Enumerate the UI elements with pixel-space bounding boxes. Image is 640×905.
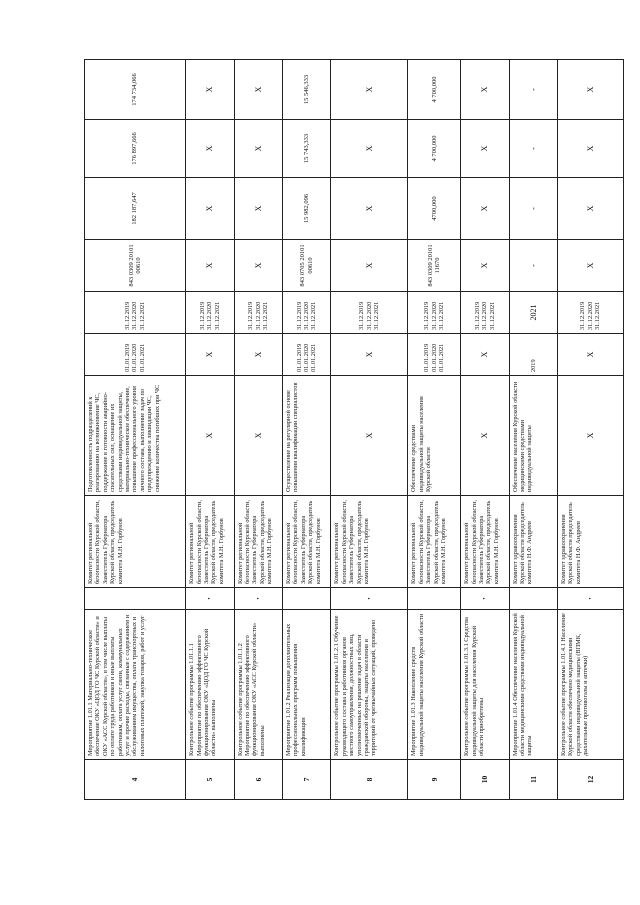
end-date: 31.12.2021 <box>373 301 381 330</box>
row-number: 7 <box>282 760 330 800</box>
start-dates <box>85 334 186 376</box>
start-date: 01.01.2020 <box>302 343 310 372</box>
amount-2021: Х <box>461 60 509 120</box>
expected-result: Обеспечение населения Курской области медицинскими средствами индивидуальной защиты <box>509 376 557 496</box>
amount-2019: Х <box>186 178 234 240</box>
end-date: 2021 <box>528 304 538 321</box>
amount-2020: Х <box>331 120 408 178</box>
control-mark <box>85 588 186 610</box>
end-date: 31.12.2020 <box>131 301 139 330</box>
event-name: Контрольное событие программы 1.01.2.1 Обучение руководящего состава и работников органов местного самоуправления, должностных лиц, уполномоченных на решение задач в области гражданской обороны, защиты населения и территорий от чрезвычайных ситуаций, проведено <box>331 610 408 760</box>
end-date: 31.12.2020 <box>206 301 214 330</box>
row-number: 4 <box>85 760 186 800</box>
budget-code: Х <box>186 240 234 292</box>
table-row <box>186 60 234 800</box>
row-number: 12 <box>557 760 623 800</box>
amount-2019: 182 187,647 <box>85 178 186 240</box>
end-dates <box>85 292 186 334</box>
amount-2019: 15 982,096 <box>282 178 330 240</box>
table-row <box>557 60 623 800</box>
event-name: Контрольное событие программы 1.01.1.2 Мероприятие по обеспечению эффективного функционирования ОКУ «АСС Курской области» выполнены <box>234 610 282 760</box>
start-date: 01.01.2021 <box>437 343 445 372</box>
event-name: Контрольное событие программы 1.01.1.1 Мероприятие по обеспечению эффективного функционирования ОКУ «ЦОД ГО ЧС Курской области» выполнены <box>186 610 234 760</box>
amount-2020: 15 743,333 <box>282 120 330 178</box>
event-name: Мероприятие 1.01.4 Обеспечение населения Курской области медицинскими средствами индивидуальной защиты <box>509 610 557 760</box>
responsible-executor: Комитет региональной безопасности Курской области, Заместитель Губернатора Курской области, председатель комитета М.Н. Горбунов <box>85 496 186 588</box>
end-date: 31.12.2020 <box>430 301 438 330</box>
start-date: 01.01.2019 <box>423 343 431 372</box>
end-dates <box>331 292 408 334</box>
amount-2021: Х <box>557 60 623 120</box>
budget-code: Х <box>461 240 509 292</box>
control-mark: • <box>557 588 623 610</box>
start-date: 01.01.2021 <box>310 343 318 372</box>
row-number: 8 <box>331 760 408 800</box>
amount-2020: Х <box>234 120 282 178</box>
budget-code: Х <box>331 240 408 292</box>
end-date: 31.12.2021 <box>594 301 602 330</box>
responsible-executor: Комитет здравоохранения Курской области председатель комитета Н.Ф. Андреев <box>509 496 557 588</box>
amount-2020: 176 897,666 <box>85 120 186 178</box>
amount-2019: Х <box>234 178 282 240</box>
start-date: 01.01.2020 <box>131 343 139 372</box>
start-date: 01.01.2021 <box>138 343 146 372</box>
row-number: 10 <box>461 760 509 800</box>
amount-2019: Х <box>331 178 408 240</box>
table-row <box>234 60 282 800</box>
start-date: 01.01.2020 <box>430 343 438 372</box>
end-dates <box>186 292 234 334</box>
amount-2020: 4 700,000 <box>408 120 461 178</box>
amount-2020: - <box>509 120 557 178</box>
start-date: Х <box>480 351 490 358</box>
budget-code: Х <box>557 240 623 292</box>
expected-result: Х <box>331 376 408 496</box>
end-dates <box>557 292 623 334</box>
budget-code: Х <box>234 240 282 292</box>
amount-2021: 15 546,333 <box>282 60 330 120</box>
amount-2019: Х <box>557 178 623 240</box>
amount-2019: 4700,000 <box>408 178 461 240</box>
amount-2019: - <box>509 178 557 240</box>
start-date: Х <box>585 351 595 358</box>
table-row <box>509 60 557 800</box>
expected-result: Х <box>186 376 234 496</box>
end-date: 31.12.2019 <box>247 301 255 330</box>
end-date: 31.12.2020 <box>365 301 373 330</box>
event-name: Мероприятие 1.01.1 Материально-техническое обеспечение ОКУ «ЦОД ГО ЧС Курской области» и ОКУ «АСС Курской области», в том числе выплаты по оплате труда работников и иные выплаты работникам, оплата услуг связи, коммунальных услуг и прочие расходы, связанные с содержанием и обслуживанием имущества, оплата транспортных и налоговых платежей, закупка товаров, работ и услуг <box>85 610 186 760</box>
expected-result: Х <box>461 376 509 496</box>
amount-2020: Х <box>461 120 509 178</box>
expected-result: Подготовленность подразделений к реагированию на возникновение ЧС, поддержание в готовности аварийно-спасательных сил, оснащение их средствами индивидуальной защиты, материально-техническое обеспечение, повышение профессионального уровня личного состава, выполнение задач по предупреждению и ликвидации ЧС, снижение количества погибших при ЧС <box>85 376 186 496</box>
amount-2021: Х <box>331 60 408 120</box>
control-mark: • <box>461 588 509 610</box>
start-dates <box>557 334 623 376</box>
responsible-executor: Комитет региональной безопасности Курской области, Заместитель Губернатора Курской области, председатель комитета М.Н. Горбунов <box>234 496 282 588</box>
start-dates <box>408 334 461 376</box>
start-dates <box>282 334 330 376</box>
amount-2021: - <box>509 60 557 120</box>
start-dates <box>331 334 408 376</box>
end-dates <box>509 292 557 334</box>
end-dates <box>408 292 461 334</box>
budget-code: 843 0309 20101 11670 <box>408 240 461 292</box>
control-mark: • <box>186 588 234 610</box>
end-date: 31.12.2019 <box>295 301 303 330</box>
row-number: 5 <box>186 760 234 800</box>
expected-result: Осуществление на регулярной основе повышения квалификации специалистов <box>282 376 330 496</box>
amount-2020: Х <box>557 120 623 178</box>
end-dates <box>234 292 282 334</box>
amount-2021: Х <box>234 60 282 120</box>
end-date: 31.12.2021 <box>138 301 146 330</box>
control-mark: • <box>331 588 408 610</box>
event-name: Мероприятие 1.01.3 Накопление средств индивидуальной защиты населения Курской области <box>408 610 461 760</box>
event-name: Контрольное событие программы 1.01.3.1 Средства индивидуальной защиты для населения Курской области приобретены <box>461 610 509 760</box>
start-date: Х <box>364 351 374 358</box>
start-dates <box>461 334 509 376</box>
end-date: 31.12.2020 <box>254 301 262 330</box>
end-date: 31.12.2020 <box>302 301 310 330</box>
responsible-executor: Комитет региональной безопасности Курской области, Заместитель Губернатора Курской области, председатель комитета М.Н. Горбунов <box>461 496 509 588</box>
amount-2020: Х <box>186 120 234 178</box>
end-date: 31.12.2019 <box>123 301 131 330</box>
start-date: 01.01.2019 <box>295 343 303 372</box>
start-dates <box>234 334 282 376</box>
budget-code: 843 0705 20101 00610 <box>282 240 330 292</box>
responsible-executor: Комитет региональной безопасности Курской области, Заместитель Губернатора Курской области, председатель комитета М.Н. Горбунов <box>186 496 234 588</box>
expected-result: Х <box>234 376 282 496</box>
table-row <box>408 60 461 800</box>
responsible-executor: Комитет региональной безопасности Курской области, Заместитель Губернатора Курской области, председатель комитета М.Н. Горбунов <box>331 496 408 588</box>
end-date: 31.12.2021 <box>213 301 221 330</box>
program-events-table <box>84 59 624 800</box>
start-dates <box>509 334 557 376</box>
end-date: 31.12.2019 <box>423 301 431 330</box>
end-date: 31.12.2020 <box>586 301 594 330</box>
start-date: Х <box>205 351 215 358</box>
table-row <box>85 60 186 800</box>
end-date: 31.12.2021 <box>488 301 496 330</box>
end-date: 31.12.2021 <box>261 301 269 330</box>
table-body <box>85 60 624 800</box>
start-date: 01.01.2019 <box>123 343 131 372</box>
row-number: 6 <box>234 760 282 800</box>
table-row <box>461 60 509 800</box>
expected-result: Х <box>557 376 623 496</box>
end-date: 31.12.2019 <box>358 301 366 330</box>
amount-2021: 174 734,066 <box>85 60 186 120</box>
end-date: 31.12.2019 <box>579 301 587 330</box>
table-row <box>282 60 330 800</box>
amount-2021: 4 700,000 <box>408 60 461 120</box>
end-date: 31.12.2021 <box>437 301 445 330</box>
start-date: Х <box>253 351 263 358</box>
control-mark <box>282 588 330 610</box>
event-name: Контрольное событие программы 1.01.4.1 Население Курской области обеспечено медицинскими средствами индивидуальной защиты (ВПМК, дыхательные противогазы и аптечки) <box>557 610 623 760</box>
end-dates <box>282 292 330 334</box>
row-number: 9 <box>408 760 461 800</box>
rotated-table-container <box>84 60 624 800</box>
expected-result: Обеспечение средствами индивидуальной защиты населения Курской области <box>408 376 461 496</box>
responsible-executor: Комитет региональной безопасности Курской области, Заместитель Губернатора Курской области, председатель комитета М.Н. Горбунов <box>282 496 330 588</box>
amount-2019: Х <box>461 178 509 240</box>
table-row <box>331 60 408 800</box>
end-date: 31.12.2019 <box>473 301 481 330</box>
control-mark: • <box>234 588 282 610</box>
end-date: 31.12.2021 <box>310 301 318 330</box>
control-mark <box>509 588 557 610</box>
budget-code: 843 0309 20101 00610 <box>85 240 186 292</box>
start-date: 2019 <box>529 359 537 372</box>
responsible-executor: Комитет здравоохранения Курской области председатель комитета Н.Ф. Андреев <box>557 496 623 588</box>
budget-code: - <box>509 240 557 292</box>
responsible-executor: Комитет региональной безопасности Курской области, Заместитель Губернатора Курской области, председатель комитета М.Н. Горбунов <box>408 496 461 588</box>
end-dates <box>461 292 509 334</box>
event-name: Мероприятие 1.01.2 Реализация дополнительных профессиональных программ повышения квалификации <box>282 610 330 760</box>
end-date: 31.12.2020 <box>481 301 489 330</box>
amount-2021: Х <box>186 60 234 120</box>
control-mark <box>408 588 461 610</box>
start-dates <box>186 334 234 376</box>
row-number: 11 <box>509 760 557 800</box>
end-date: 31.12.2019 <box>198 301 206 330</box>
